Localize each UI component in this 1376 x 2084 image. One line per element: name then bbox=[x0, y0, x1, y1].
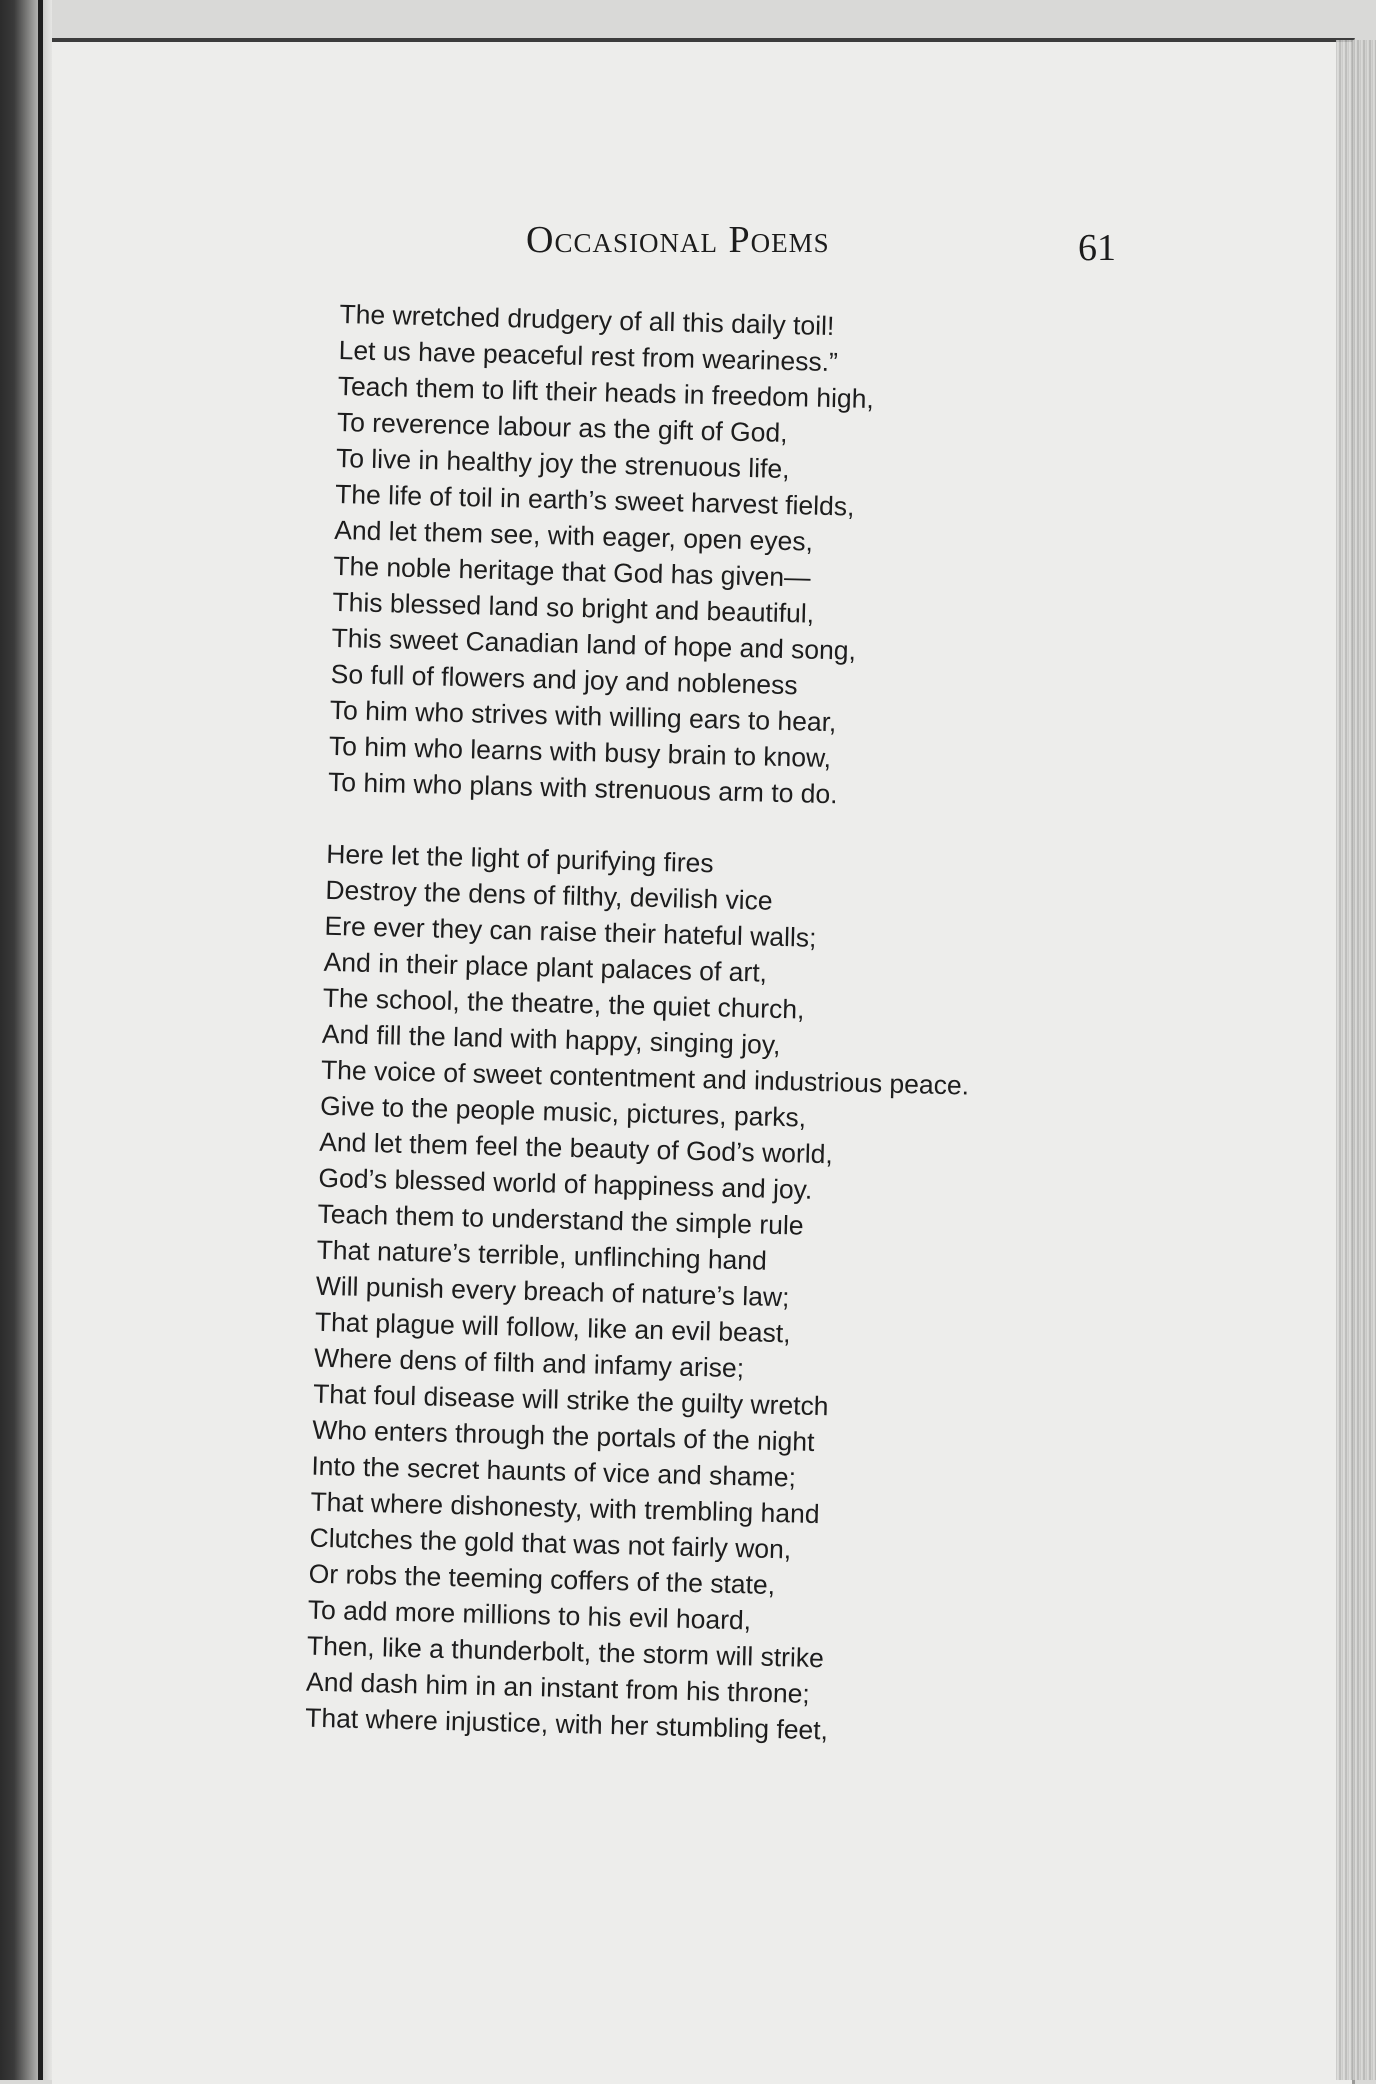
poem-line: Then, like a thunderbolt, the storm will strike bbox=[306, 1630, 825, 1674]
poem-line: The life of toil in earth’s sweet harvest fields, bbox=[334, 478, 855, 522]
poem-line: To him who learns with busy brain to know, bbox=[328, 730, 832, 774]
poem-line: Will punish every breach of nature’s law; bbox=[315, 1270, 790, 1313]
poem-line: To add more millions to his evil hoard, bbox=[307, 1594, 752, 1636]
poem-line: That where dishonesty, with trembling hand bbox=[310, 1486, 820, 1530]
book-binding-edge bbox=[0, 0, 52, 2080]
poem-line: To him who strives with willing ears to hear, bbox=[329, 694, 837, 738]
poem-line: To him who plans with strenuous arm to do. bbox=[327, 766, 838, 810]
poem-line: This sweet Canadian land of hope and song, bbox=[331, 622, 857, 666]
poem-line: And in their place plant palaces of art, bbox=[323, 946, 768, 988]
poem-line: That nature’s terrible, unflinching hand bbox=[316, 1234, 768, 1276]
poem-line: This blessed land so bright and beautiful, bbox=[332, 586, 815, 629]
poem-line: The wretched drudgery of all this daily toil! bbox=[339, 298, 835, 342]
running-head bbox=[526, 218, 830, 262]
poem-line: Clutches the gold that was not fairly won, bbox=[309, 1522, 792, 1565]
poem-line: And fill the land with happy, singing joy, bbox=[321, 1018, 781, 1060]
poem-line: The noble heritage that God has given— bbox=[333, 550, 811, 593]
poem-text bbox=[305, 296, 1140, 1755]
poem-line: The school, the theatre, the quiet church, bbox=[322, 982, 805, 1025]
poem-line: That where injustice, with her stumbling feet, bbox=[304, 1702, 829, 1746]
poem-line: Teach them to lift their heads in freedom high, bbox=[337, 370, 875, 415]
poem-stanza bbox=[305, 836, 1127, 1755]
poem-line: Or robs the teeming coffers of the state, bbox=[308, 1558, 776, 1601]
poem-line: And dash him in an instant from his throne; bbox=[305, 1666, 811, 1709]
poem-line: So full of flowers and joy and nobleness bbox=[330, 658, 798, 701]
page-fore-edge bbox=[1336, 40, 1376, 2080]
running-head-title: Occasional Poems bbox=[526, 219, 830, 261]
poem-line: Teach them to understand the simple rule bbox=[317, 1198, 804, 1241]
poem-stanza bbox=[328, 296, 1140, 819]
poem-line: Who enters through the portals of the night bbox=[311, 1414, 815, 1457]
poem-line: That plague will follow, like an evil beast, bbox=[314, 1306, 791, 1349]
poem-line: Into the secret haunts of vice and shame; bbox=[311, 1450, 797, 1493]
poem-line: That foul disease will strike the guilty wretch bbox=[312, 1378, 829, 1422]
poem-line: Let us have peaceful rest from weariness.” bbox=[338, 334, 839, 378]
poem-line: God’s blessed world of happiness and joy. bbox=[318, 1162, 813, 1205]
poem-line: Give to the people music, pictures, parks, bbox=[319, 1090, 807, 1133]
poem-line: Destroy the dens of filthy, devilish vice bbox=[325, 874, 773, 916]
poem-line: Where dens of filth and infamy arise; bbox=[313, 1342, 745, 1384]
poem-line: Here let the light of purifying fires bbox=[326, 838, 715, 879]
page-number: 61 bbox=[1078, 227, 1116, 269]
poem-line: The voice of sweet contentment and industrious peace. bbox=[320, 1054, 970, 1101]
poem-line: Ere ever they can raise their hateful walls; bbox=[324, 910, 817, 953]
poem-line: And let them see, with eager, open eyes, bbox=[333, 514, 814, 557]
poem-line: To reverence labour as the gift of God, bbox=[336, 406, 788, 448]
gutter-shadow bbox=[38, 0, 43, 2080]
poem-line: To live in healthy joy the strenuous life, bbox=[335, 442, 790, 485]
poem-line: And let them feel the beauty of God’s world, bbox=[318, 1126, 834, 1170]
